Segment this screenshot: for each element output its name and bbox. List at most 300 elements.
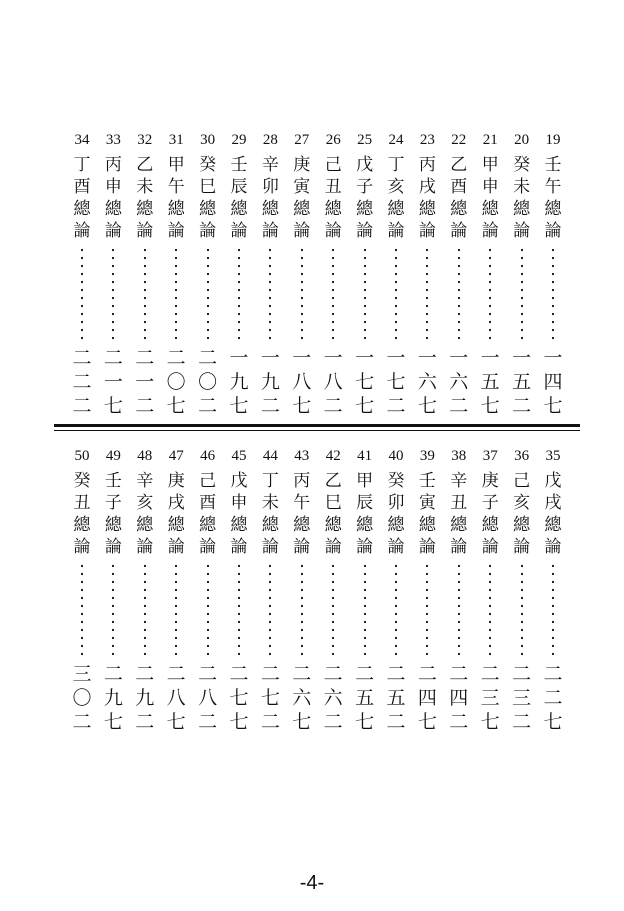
- entry-page-char: 二: [260, 711, 280, 733]
- entry-title-char: 午: [167, 177, 185, 197]
- entry-page-char: 二: [480, 663, 500, 685]
- entry-page-char: 二: [323, 663, 343, 685]
- entry-title-char: 午: [293, 493, 311, 513]
- entry-page-char: 四: [449, 687, 469, 709]
- entry-title-char: 乙: [450, 155, 468, 175]
- entry-page-char: 二: [512, 663, 532, 685]
- leader-dots: [238, 562, 240, 658]
- entry-page-char: 五: [355, 687, 375, 709]
- entry-title-char: 總: [418, 515, 436, 535]
- leader-dots: [175, 246, 177, 342]
- entry-page-char: 九: [260, 371, 280, 393]
- toc-entry: [412, 446, 442, 734]
- entry-title-char: 未: [261, 493, 279, 513]
- entry-number: 50: [74, 448, 90, 464]
- divider-thin-line: [54, 430, 580, 431]
- entry-number: 43: [294, 448, 310, 464]
- toc-entry: [98, 446, 128, 734]
- entry-number: 47: [168, 448, 184, 464]
- entry-number: 38: [451, 448, 467, 464]
- toc-entry: [193, 130, 223, 418]
- entry-page-char: 二: [72, 711, 92, 733]
- entry-title-char: 總: [167, 515, 185, 535]
- entry-title-char: 辰: [230, 177, 248, 197]
- entry-number: 42: [325, 448, 341, 464]
- entry-title-char: 亥: [513, 493, 531, 513]
- entry-title-char: 巳: [324, 493, 342, 513]
- entry-number: 48: [137, 448, 153, 464]
- entry-title-char: 總: [261, 515, 279, 535]
- entry-number: 28: [262, 132, 278, 148]
- entry-page-char: 六: [417, 371, 437, 393]
- entry-title-char: 丑: [73, 493, 91, 513]
- entry-page-char: 八: [323, 371, 343, 393]
- entry-title-char: 論: [418, 537, 436, 557]
- entry-title-char: 寅: [418, 493, 436, 513]
- entry-title-char: 總: [136, 515, 154, 535]
- entry-page-char: 二: [449, 711, 469, 733]
- entry-page-char: 八: [166, 687, 186, 709]
- toc-entry: [381, 130, 411, 418]
- leader-dots: [112, 562, 114, 658]
- entry-title-char: 總: [324, 199, 342, 219]
- toc-entry: [318, 446, 348, 734]
- entry-title-char: 子: [356, 177, 374, 197]
- entry-title-char: 未: [136, 177, 154, 197]
- leader-dots: [81, 246, 83, 342]
- entry-title-char: 論: [324, 221, 342, 241]
- entry-title-char: 總: [104, 515, 122, 535]
- entry-title-char: 總: [513, 515, 531, 535]
- entry-title-char: 總: [73, 515, 91, 535]
- entry-title-char: 乙: [136, 155, 154, 175]
- toc-entry: [224, 130, 254, 418]
- entry-page-char: 七: [229, 395, 249, 417]
- leader-dots: [426, 562, 428, 658]
- entry-page-char: 二: [229, 663, 249, 685]
- entry-title-char: 總: [293, 199, 311, 219]
- entry-page-char: 八: [292, 371, 312, 393]
- entry-number: 44: [262, 448, 278, 464]
- leader-dots: [395, 562, 397, 658]
- entry-title-char: 丁: [73, 155, 91, 175]
- entry-page-char: 一: [480, 347, 500, 369]
- entry-page-char: 二: [103, 663, 123, 685]
- entry-page-char: 九: [103, 687, 123, 709]
- entry-page-char: 七: [480, 395, 500, 417]
- leader-dots: [395, 246, 397, 342]
- entry-page-char: 二: [103, 347, 123, 369]
- entry-title-char: 總: [513, 199, 531, 219]
- entry-title-char: 庚: [293, 155, 311, 175]
- entry-title-char: 總: [418, 199, 436, 219]
- leader-dots: [364, 246, 366, 342]
- entry-page-char: 二: [166, 347, 186, 369]
- entry-title-char: 總: [544, 515, 562, 535]
- entry-title-char: 丙: [104, 155, 122, 175]
- entry-title-char: 卯: [261, 177, 279, 197]
- toc-entry: [67, 446, 97, 734]
- entry-title-char: 論: [199, 537, 217, 557]
- entry-title-char: 總: [481, 515, 499, 535]
- entry-title-char: 未: [513, 177, 531, 197]
- entry-page-char: 七: [355, 711, 375, 733]
- entry-page-char: 〇: [72, 687, 92, 709]
- entry-page-char: 一: [103, 371, 123, 393]
- leader-dots: [238, 246, 240, 342]
- entry-page-char: 二: [135, 711, 155, 733]
- entry-title-char: 論: [293, 537, 311, 557]
- entry-number: 32: [137, 132, 153, 148]
- entry-page-char: 二: [512, 395, 532, 417]
- entry-number: 26: [325, 132, 341, 148]
- entry-page-char: 五: [386, 687, 406, 709]
- entry-title-char: 總: [356, 199, 374, 219]
- entry-page-char: 二: [292, 663, 312, 685]
- leader-dots: [81, 562, 83, 658]
- leader-dots: [301, 562, 303, 658]
- entry-page-char: 二: [260, 395, 280, 417]
- entry-title-char: 總: [199, 199, 217, 219]
- entry-page-char: 二: [449, 395, 469, 417]
- entry-page-char: 〇: [198, 371, 218, 393]
- entry-title-char: 酉: [73, 177, 91, 197]
- entry-title-char: 戌: [544, 493, 562, 513]
- entry-page-char: 二: [323, 711, 343, 733]
- entry-title-char: 總: [261, 199, 279, 219]
- entry-page-char: 二: [386, 663, 406, 685]
- toc-entry: [538, 446, 568, 734]
- entry-title-char: 論: [387, 537, 405, 557]
- entry-title-char: 己: [513, 471, 531, 491]
- entry-title-char: 論: [136, 221, 154, 241]
- entry-title-char: 辛: [450, 471, 468, 491]
- entry-page-char: 七: [543, 711, 563, 733]
- entry-title-char: 論: [544, 537, 562, 557]
- entry-page-char: 二: [198, 395, 218, 417]
- entry-title-char: 論: [418, 221, 436, 241]
- toc-entry: [287, 130, 317, 418]
- entry-title-char: 論: [293, 221, 311, 241]
- entry-page-char: 七: [229, 687, 249, 709]
- entry-number: 21: [482, 132, 498, 148]
- entry-number: 23: [419, 132, 435, 148]
- entry-title-char: 丁: [387, 155, 405, 175]
- entry-number: 33: [105, 132, 121, 148]
- entry-title-char: 子: [481, 493, 499, 513]
- entry-title-char: 戌: [167, 493, 185, 513]
- entry-page-char: 二: [323, 395, 343, 417]
- entry-page-char: 一: [135, 371, 155, 393]
- entry-title-char: 論: [481, 221, 499, 241]
- leader-dots: [364, 562, 366, 658]
- leader-dots: [269, 562, 271, 658]
- entry-title-char: 壬: [544, 155, 562, 175]
- toc-entry: [193, 446, 223, 734]
- leader-dots: [112, 246, 114, 342]
- entry-title-char: 論: [230, 221, 248, 241]
- entry-number: 22: [451, 132, 467, 148]
- entry-page-char: 一: [323, 347, 343, 369]
- entry-title-char: 論: [450, 221, 468, 241]
- entry-page-char: 一: [260, 347, 280, 369]
- entry-title-char: 申: [481, 177, 499, 197]
- entry-title-char: 亥: [387, 177, 405, 197]
- entry-title-char: 丙: [293, 471, 311, 491]
- entry-page-char: 七: [292, 711, 312, 733]
- toc-entry: [412, 130, 442, 418]
- entry-title-char: 論: [167, 221, 185, 241]
- entry-title-char: 午: [544, 177, 562, 197]
- entry-title-char: 癸: [387, 471, 405, 491]
- entry-page-char: 二: [543, 687, 563, 709]
- entry-title-char: 總: [544, 199, 562, 219]
- toc-entry: [475, 130, 505, 418]
- entry-title-char: 丙: [418, 155, 436, 175]
- entry-title-char: 寅: [293, 177, 311, 197]
- entry-page-char: 一: [229, 347, 249, 369]
- entry-title-char: 壬: [230, 155, 248, 175]
- entry-page-char: 二: [543, 663, 563, 685]
- entry-page-char: 二: [449, 663, 469, 685]
- entry-number: 40: [388, 448, 404, 464]
- entry-title-char: 辛: [261, 155, 279, 175]
- entry-title-char: 總: [104, 199, 122, 219]
- toc-entry: [130, 130, 160, 418]
- entry-title-char: 論: [481, 537, 499, 557]
- entry-title-char: 乙: [324, 471, 342, 491]
- entry-page-char: 七: [166, 395, 186, 417]
- entry-page-char: 三: [512, 687, 532, 709]
- entry-number: 34: [74, 132, 90, 148]
- entry-title-char: 甲: [356, 471, 374, 491]
- leader-dots: [552, 562, 554, 658]
- leader-dots: [332, 246, 334, 342]
- entry-title-char: 庚: [167, 471, 185, 491]
- leader-dots: [301, 246, 303, 342]
- leader-dots: [144, 246, 146, 342]
- entry-title-char: 癸: [73, 471, 91, 491]
- entry-title-char: 總: [136, 199, 154, 219]
- entry-number: 36: [514, 448, 530, 464]
- entry-page-char: 七: [292, 395, 312, 417]
- entry-page-char: 七: [480, 711, 500, 733]
- entry-number: 25: [357, 132, 373, 148]
- entry-page-char: 二: [512, 711, 532, 733]
- entry-title-char: 丁: [261, 471, 279, 491]
- entry-number: 20: [514, 132, 530, 148]
- toc-entry: [507, 446, 537, 734]
- entry-page-char: 二: [166, 663, 186, 685]
- entry-title-char: 亥: [136, 493, 154, 513]
- entry-page-char: 九: [135, 687, 155, 709]
- entry-title-char: 總: [481, 199, 499, 219]
- entry-title-char: 論: [73, 221, 91, 241]
- leader-dots: [144, 562, 146, 658]
- entry-title-char: 總: [230, 515, 248, 535]
- entry-title-char: 總: [167, 199, 185, 219]
- toc-entry: [255, 446, 285, 734]
- entry-title-char: 總: [387, 515, 405, 535]
- entry-page-char: 二: [386, 711, 406, 733]
- entry-title-char: 總: [73, 199, 91, 219]
- entry-title-char: 總: [450, 199, 468, 219]
- page-number: -4-: [299, 872, 325, 894]
- entry-number: 45: [231, 448, 247, 464]
- entry-page-char: 七: [229, 711, 249, 733]
- entry-title-char: 論: [167, 537, 185, 557]
- entry-title-char: 論: [136, 537, 154, 557]
- entry-page-char: 二: [72, 347, 92, 369]
- entry-page-char: 二: [198, 663, 218, 685]
- entry-page-char: 七: [386, 371, 406, 393]
- entry-page-char: 七: [103, 395, 123, 417]
- entry-page-char: 七: [166, 711, 186, 733]
- entry-title-char: 壬: [104, 471, 122, 491]
- entry-title-char: 論: [356, 221, 374, 241]
- toc-entry: [67, 130, 97, 418]
- entry-page-char: 三: [72, 663, 92, 685]
- entry-title-char: 子: [104, 493, 122, 513]
- entry-number: 41: [357, 448, 373, 464]
- entry-title-char: 巳: [199, 177, 217, 197]
- entry-page-char: 二: [135, 347, 155, 369]
- entry-title-char: 總: [356, 515, 374, 535]
- entry-title-char: 論: [199, 221, 217, 241]
- entry-title-char: 論: [544, 221, 562, 241]
- entry-title-char: 戊: [230, 471, 248, 491]
- toc-entry: [98, 130, 128, 418]
- entry-page-char: 三: [480, 687, 500, 709]
- entry-number: 27: [294, 132, 310, 148]
- entry-page-char: 二: [386, 395, 406, 417]
- entry-page-char: 四: [417, 687, 437, 709]
- entry-title-char: 戌: [418, 177, 436, 197]
- entry-title-char: 論: [261, 221, 279, 241]
- toc-entry: [444, 446, 474, 734]
- entry-title-char: 申: [230, 493, 248, 513]
- entry-page-char: 七: [417, 711, 437, 733]
- leader-dots: [521, 562, 523, 658]
- entry-title-char: 丑: [324, 177, 342, 197]
- leader-dots: [458, 562, 460, 658]
- entry-page-char: 七: [355, 371, 375, 393]
- entry-page-char: 一: [386, 347, 406, 369]
- toc-entry: [255, 130, 285, 418]
- entry-title-char: 申: [104, 177, 122, 197]
- entry-title-char: 論: [356, 537, 374, 557]
- entry-page-char: 一: [543, 347, 563, 369]
- entry-title-char: 論: [450, 537, 468, 557]
- entry-page-char: 七: [543, 395, 563, 417]
- leader-dots: [489, 246, 491, 342]
- toc-entry: [161, 130, 191, 418]
- entry-number: 35: [545, 448, 561, 464]
- entry-page-char: 二: [355, 663, 375, 685]
- entry-title-char: 論: [230, 537, 248, 557]
- entry-title-char: 辛: [136, 471, 154, 491]
- toc-entry: [350, 446, 380, 734]
- entry-page-char: 八: [198, 687, 218, 709]
- leader-dots: [207, 246, 209, 342]
- toc-entry: [130, 446, 160, 734]
- entry-page-char: 二: [72, 395, 92, 417]
- entry-title-char: 論: [387, 221, 405, 241]
- entry-title-char: 論: [513, 537, 531, 557]
- entry-page-char: 一: [449, 347, 469, 369]
- entry-page-char: 七: [260, 687, 280, 709]
- leader-dots: [489, 562, 491, 658]
- entry-title-char: 論: [324, 537, 342, 557]
- entry-title-char: 辰: [356, 493, 374, 513]
- entry-number: 39: [419, 448, 435, 464]
- entry-page-char: 四: [543, 371, 563, 393]
- entry-page-char: 七: [103, 711, 123, 733]
- entry-title-char: 論: [261, 537, 279, 557]
- entry-title-char: 己: [324, 155, 342, 175]
- entry-number: 29: [231, 132, 247, 148]
- toc-entry: [538, 130, 568, 418]
- entry-title-char: 總: [324, 515, 342, 535]
- entry-number: 19: [545, 132, 561, 148]
- entry-page-char: 六: [449, 371, 469, 393]
- toc-entry: [475, 446, 505, 734]
- entry-title-char: 總: [450, 515, 468, 535]
- entry-title-char: 卯: [387, 493, 405, 513]
- entry-title-char: 酉: [450, 177, 468, 197]
- entry-title-char: 總: [199, 515, 217, 535]
- entry-page-char: 二: [198, 711, 218, 733]
- entry-title-char: 癸: [199, 155, 217, 175]
- entry-number: 49: [105, 448, 121, 464]
- entry-title-char: 戊: [356, 155, 374, 175]
- leader-dots: [175, 562, 177, 658]
- leader-dots: [426, 246, 428, 342]
- entry-title-char: 甲: [481, 155, 499, 175]
- entry-title-char: 論: [73, 537, 91, 557]
- entry-title-char: 總: [230, 199, 248, 219]
- entry-title-char: 庚: [481, 471, 499, 491]
- entry-title-char: 論: [104, 537, 122, 557]
- entry-number: 30: [200, 132, 216, 148]
- entry-title-char: 丑: [450, 493, 468, 513]
- toc-entry: [318, 130, 348, 418]
- entry-page-char: 〇: [166, 371, 186, 393]
- entry-title-char: 壬: [418, 471, 436, 491]
- toc-entry: [350, 130, 380, 418]
- leader-dots: [207, 562, 209, 658]
- entry-title-char: 論: [104, 221, 122, 241]
- entry-page-char: 一: [355, 347, 375, 369]
- toc-entry: [444, 130, 474, 418]
- entry-page-char: 九: [229, 371, 249, 393]
- entry-title-char: 戊: [544, 471, 562, 491]
- entry-page-char: 六: [292, 687, 312, 709]
- entry-page-char: 六: [323, 687, 343, 709]
- toc-entry: [161, 446, 191, 734]
- entry-page-char: 七: [355, 395, 375, 417]
- entry-page-char: 二: [72, 371, 92, 393]
- entry-number: 46: [200, 448, 216, 464]
- entry-page-char: 五: [512, 371, 532, 393]
- entry-number: 24: [388, 132, 404, 148]
- entry-page-char: 二: [260, 663, 280, 685]
- entry-page-char: 一: [512, 347, 532, 369]
- leader-dots: [458, 246, 460, 342]
- entry-number: 37: [482, 448, 498, 464]
- entry-title-char: 癸: [513, 155, 531, 175]
- entry-title-char: 己: [199, 471, 217, 491]
